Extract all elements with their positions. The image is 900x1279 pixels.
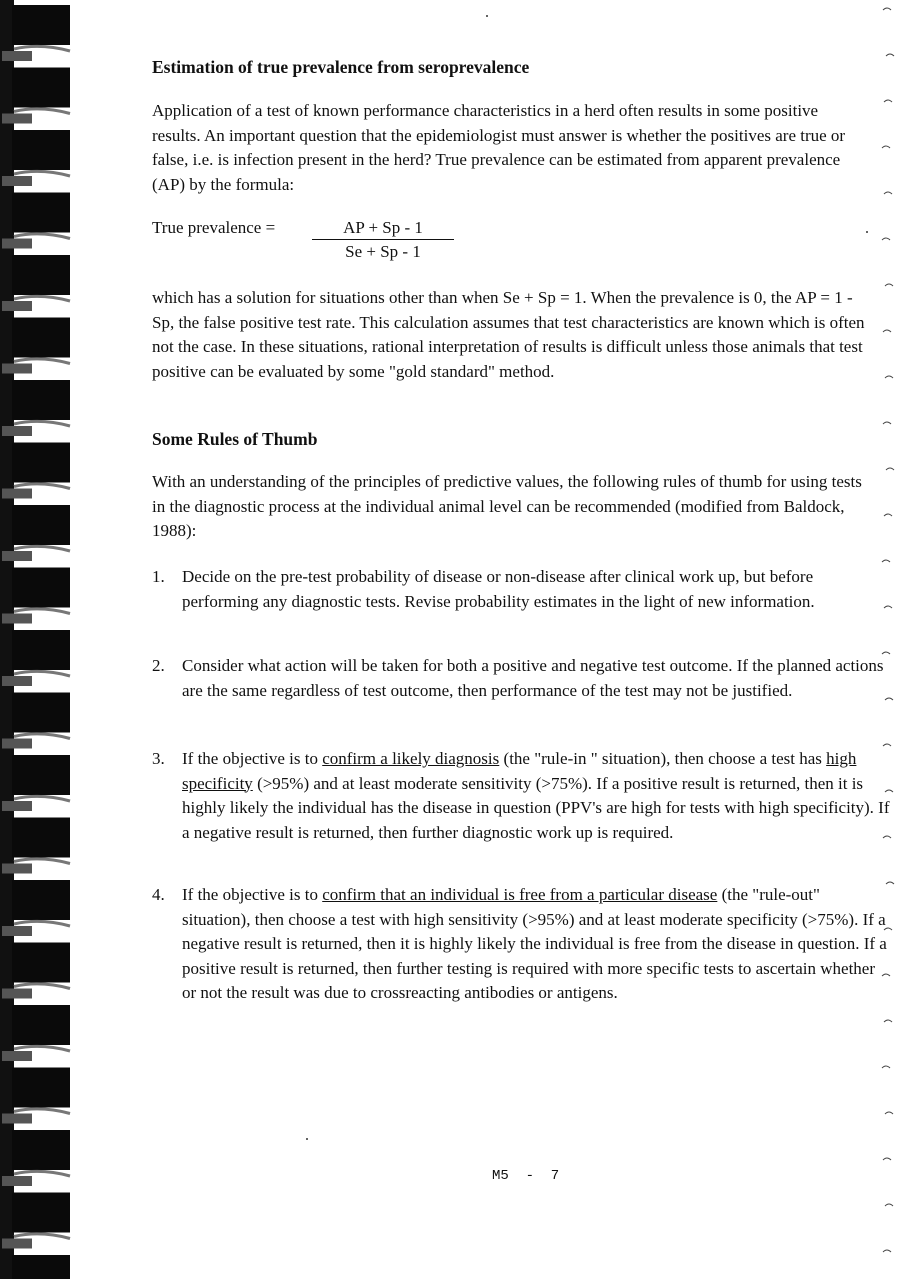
- underlined-phrase: confirm a likely diagnosis: [322, 749, 500, 768]
- list-item-text: Decide on the pre-test probability of disease or non-disease after clinical work up, but before performing any diagnostic tests. Revise probability estimates in the light of new information.: [182, 567, 815, 611]
- list-item-number: 4.: [152, 885, 165, 904]
- list-item-number: 1.: [152, 567, 165, 586]
- rules-intro-paragraph: With an understanding of the principles of predictive values, the following rules of thumb for using tests in the diagnostic process at the individual animal level can be recommended (modified from Baldock, 1988):: [152, 472, 862, 540]
- scan-speck: [486, 15, 488, 17]
- underlined-phrase: high specificity: [182, 749, 857, 793]
- list-item-text: If the objective is to confirm a likely diagnosis (the "rule-in " situation), then choose a test has high specificity (>95%) and at least moderate sensitivity (>75%). If a positive result is returned, then it is highly likely the individual has the disease in question (PPV's are high for tests with high specificity). If a negative result is returned, then further diagnostic work up is required.: [182, 749, 890, 842]
- list-item-text: Consider what action will be taken for both a positive and negative test outcome. If the planned actions are the same regardless of test outcome, then performance of the test may not be justified.: [182, 656, 884, 700]
- formula-lhs: True prevalence =: [152, 218, 276, 237]
- scan-speck: [306, 1138, 308, 1140]
- section-heading-rules-of-thumb: Some Rules of Thumb: [152, 429, 318, 449]
- page-edge-marks: [872, 0, 900, 1279]
- formula-denominator: Se + Sp - 1: [345, 242, 421, 261]
- section-heading-true-prevalence: Estimation of true prevalence from seroprevalence: [152, 57, 530, 77]
- true-prevalence-formula: [152, 218, 552, 268]
- list-item-number: 2.: [152, 656, 165, 675]
- intro-paragraph: Application of a test of known performance characteristics in a herd often results in some positive results. An important question that the epidemiologist must answer is whether the positives are true or false, i.e. is infection present in the herd? True prevalence can be estimated from apparent prevalence (AP) by the formula:: [152, 101, 846, 194]
- list-item-text: If the objective is to confirm that an individual is free from a particular disease (the "rule-out" situation), then choose a test with high sensitivity (>95%) and at least moderate specificity (>75%). If a negative result is returned, then it is highly likely the individual is free from the disease in question. If a positive result is returned, then further testing is required with more specific tests to ascertain whether or not the result was due to crossreacting antibodies or antigens.: [182, 885, 887, 1002]
- page-number: M5 - 7: [492, 1168, 560, 1184]
- formula-numerator: AP + Sp - 1: [312, 218, 454, 240]
- spiral-binding-image: [0, 0, 80, 1279]
- list-item-number: 3.: [152, 749, 165, 768]
- scan-speck: [866, 231, 868, 233]
- underlined-phrase: confirm that an individual is free from a particular disease: [322, 885, 718, 904]
- formula-explanation-paragraph: which has a solution for situations other than when Se + Sp = 1. When the prevalence is 0, the AP = 1 - Sp, the false positive test rate. This calculation assumes that test characteristics are known which is often not the case. In these situations, rational interpretation of results is difficult unless those animals that test positive can be evaluated by some "gold standard" method.: [152, 288, 865, 381]
